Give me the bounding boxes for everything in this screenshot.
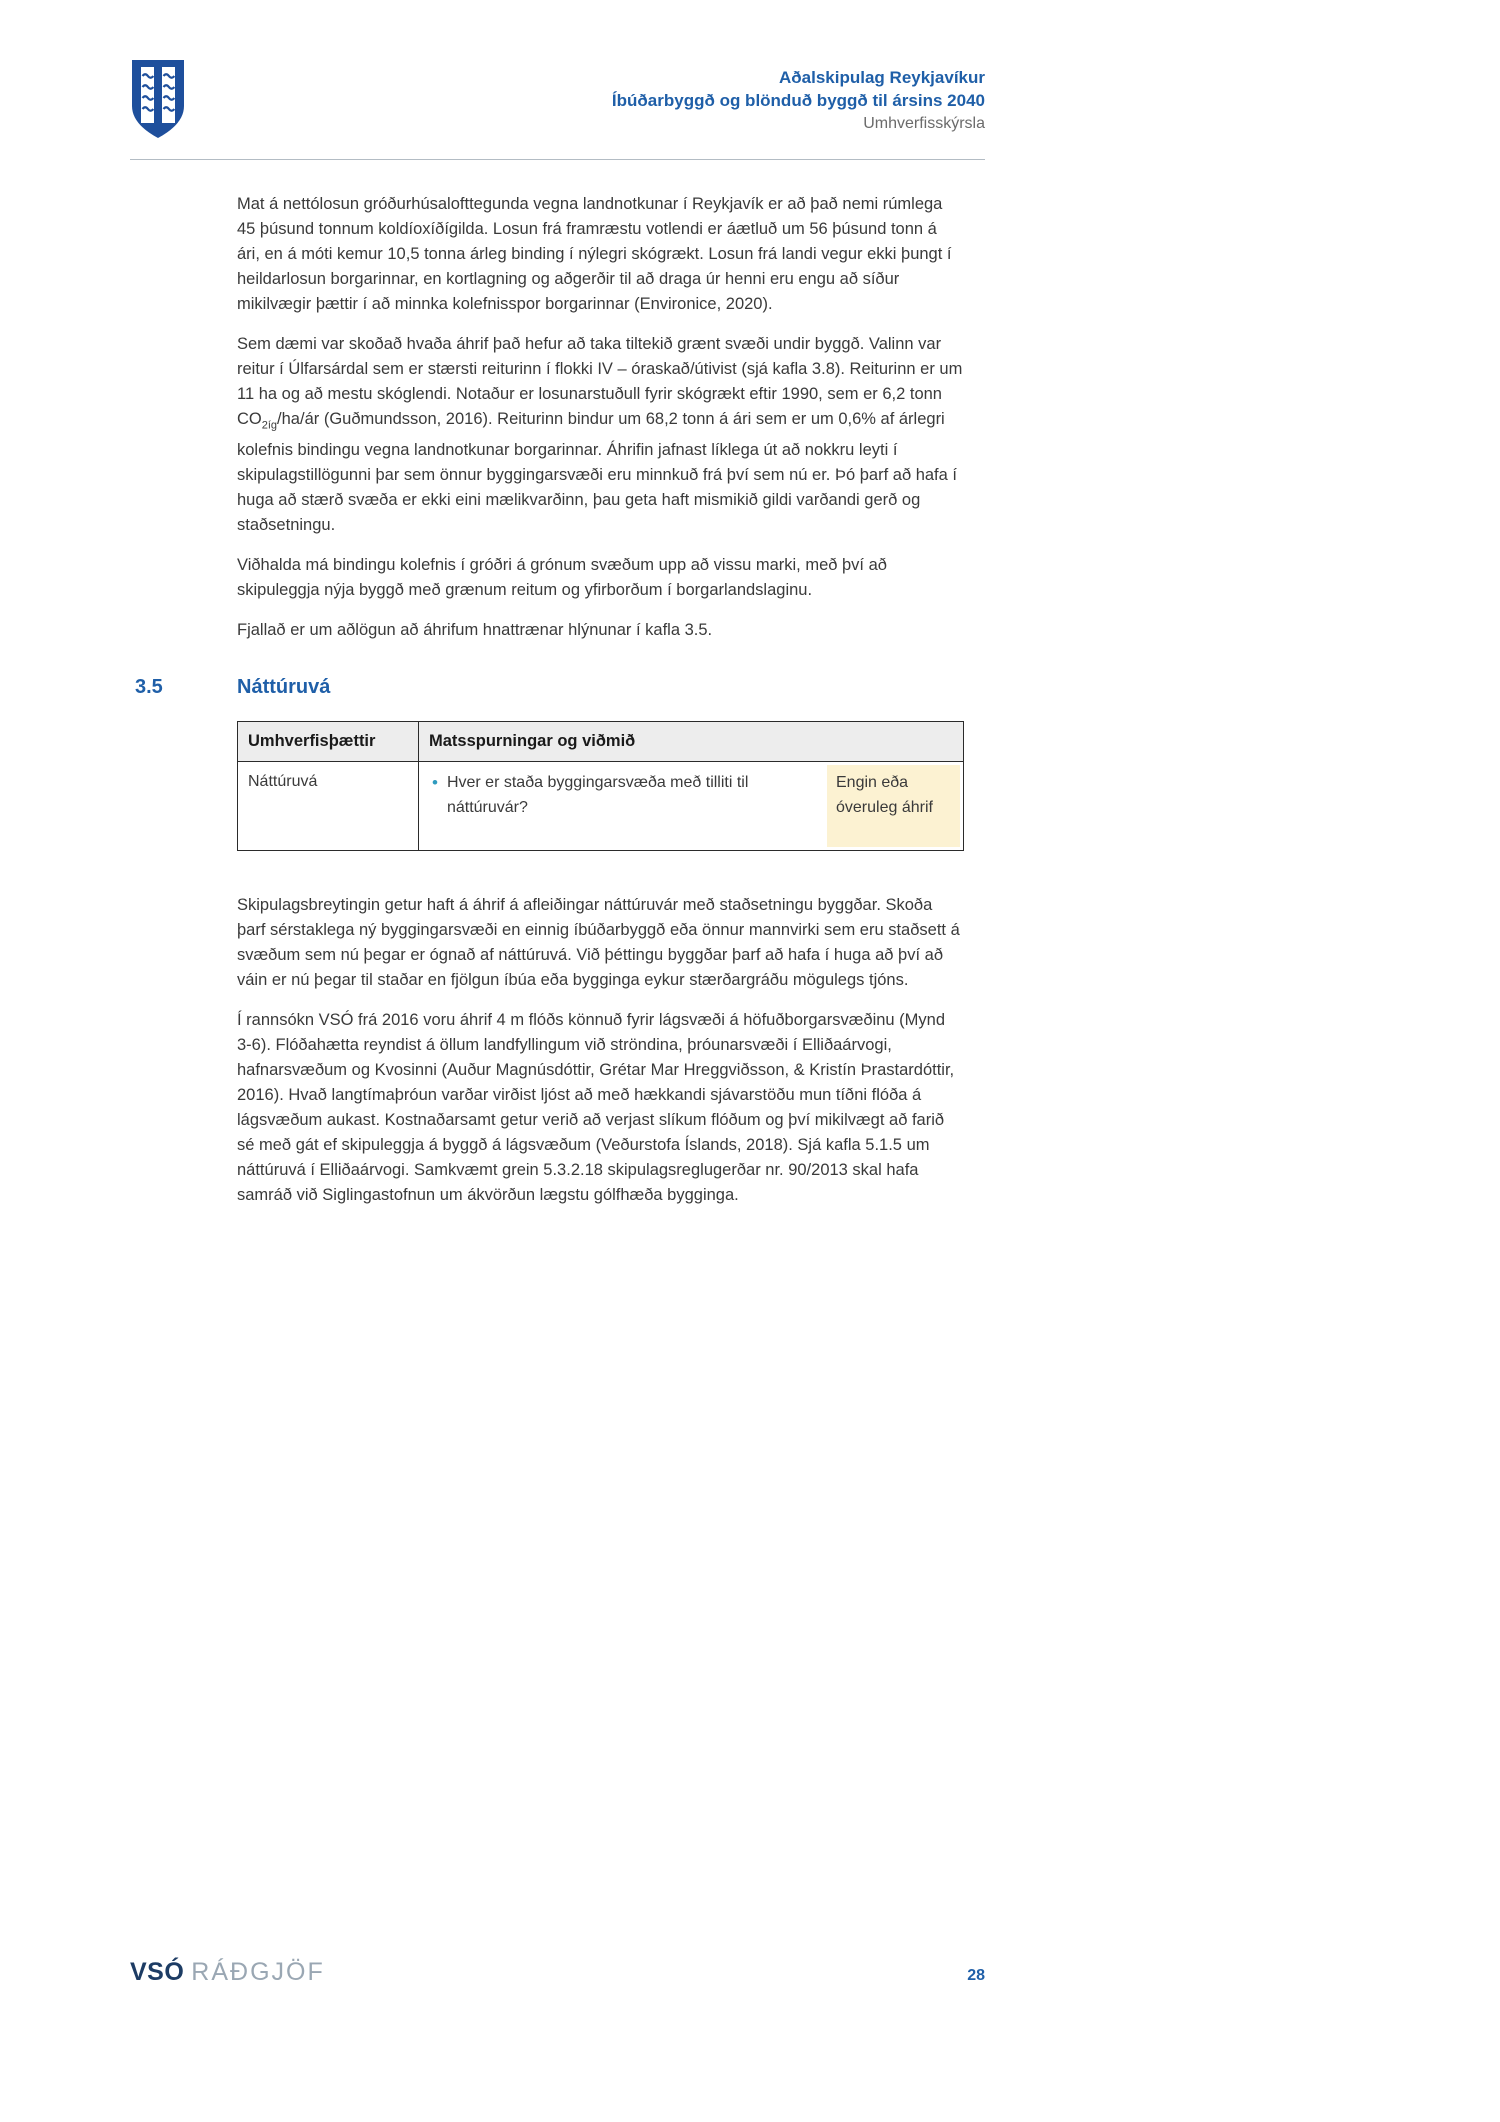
- header-title-line-1: Aðalskipulag Reykjavíkur: [779, 68, 985, 87]
- question-text: Hver er staða byggingarsvæða með tilliti til náttúruvár?: [446, 774, 749, 817]
- table-row: [238, 762, 964, 851]
- body-paragraph-3: Viðhalda má bindingu kolefnis í gróðri á grónum svæðum upp að vissu marki, með því að skipuleggja nýja byggð með grænum reitum og yfirborðum í borgarlandslaginu.: [237, 556, 887, 600]
- question-row: [422, 765, 960, 847]
- page-number: 28: [967, 1967, 985, 1984]
- header-subtitle: Umhverfisskýrsla: [863, 115, 985, 132]
- rating-badge: Engin eða óveruleg áhrif: [827, 765, 960, 847]
- document-header: [485, 66, 985, 135]
- paragraph-2-text: Sem dæmi var skoðað hvaða áhrif það hefur að taka tiltekið grænt svæði undir byggð. Valinn var reitur í Úlfarsárdal sem er stærsti reiturinn í flokki IV – óraskað/útivist (sjá kafla 3.8). Reiturinn er um 11 ha og að mestu skóglendi. Notaður er losunarstuðull fyrir skógrækt eftir 1990, sem er 6,2 tonn CO: [237, 335, 963, 428]
- vso-radgjof-logo: [130, 1958, 325, 1987]
- brand-secondary-text: RÁÐGJÖF: [191, 1958, 325, 1986]
- header-title-line-2: Íbúðarbyggð og blönduð byggð til ársins 2040: [611, 91, 985, 110]
- question-cell: [419, 762, 964, 851]
- environmental-assessment-table: [237, 721, 964, 851]
- section-number: 3.5: [135, 676, 163, 699]
- table-header-factor: Umhverfisþættir: [238, 722, 419, 762]
- co2-subscript: 2íg: [261, 419, 278, 432]
- table-header-questions: Matsspurningar og viðmið: [419, 722, 964, 762]
- body-paragraph-2: [237, 332, 964, 538]
- body-paragraph-5: Skipulagsbreytingin getur haft á áhrif á afleiðingar náttúruvár með staðsetningu byggðar. Skoða þarf sérstaklega ný byggingarsvæði en einnig íbúðarbyggð eða önnur mannvirki sem eru staðsett á svæðum sem nú þegar er ógnað af náttúruvá. Við þéttingu byggðar þarf að hafa í huga að því að váin er nú þegar til staðar en fjölgun íbúa eða bygginga eykur stærðargráðu mögulegs tjóns.: [237, 896, 960, 990]
- paragraph-2-text-cont: /ha/ár (Guðmundsson, 2016). Reiturinn bindur um 68,2 tonn á ári sem er um 0,6% af árlegri kolefnis bindingu vegna landnotkunar borgarinnar. Áhrifin jafnast líklega út að nokkru leyti í skipulagstillögunni þar sem önnur byggingarsvæði eru minnkuð frá því sem nú er. Þó þarf að hafa í huga að stærð svæða er ekki eini mælikvarðinn, þau geta haft mismikið gildi varðandi gerð og staðsetningu.: [237, 410, 957, 535]
- section-title: Náttúruvá: [237, 676, 331, 699]
- body-paragraph-6: Í rannsókn VSÓ frá 2016 voru áhrif 4 m flóðs könnuð fyrir lágsvæði á höfuðborgarsvæðinu (Mynd 3-6). Flóðahætta reyndist á öllum landfyllingum við ströndina, þróunarsvæði í Elliðaárvogi, hafnarsvæðum og Kvosinni (Auður Magnúsdóttir, Grétar Mar Hreggviðsson, & Kristín Þrastardóttir, 2016). Hvað langtímaþróun varðar virðist ljóst að með hækkandi sjávarstöðu mun tíðni flóða á lágsvæðum aukast. Kostnaðarsamt getur verið að verjast slíkum flóðum og því mikilvægt að farið sé með gát ef skipuleggja á byggð á lágsvæðum (Veðurstofa Íslands, 2018). Sjá kafla 5.1.5 um náttúruvá í Elliðaárvogi. Samkvæmt grein 5.3.2.18 skipulagsreglugerðar nr. 90/2013 skal hafa samráð við Siglingastofnun um ákvörðun lægstu gólfhæða bygginga.: [237, 1011, 955, 1205]
- page-content: [135, 192, 964, 1223]
- section-heading: [135, 675, 964, 703]
- factor-cell: Náttúruvá: [238, 762, 419, 851]
- brand-primary-text: VSÓ: [130, 1958, 185, 1986]
- bullet-icon: •: [432, 773, 438, 793]
- body-paragraph-4: Fjallað er um aðlögun að áhrifum hnattrænar hlýnunar í kafla 3.5.: [237, 621, 713, 640]
- page-footer: [130, 1958, 985, 1987]
- table-header-row: [238, 722, 964, 762]
- header-divider: [130, 159, 985, 160]
- question-item: [422, 765, 827, 847]
- reykjavik-coat-of-arms-icon: [130, 58, 186, 145]
- body-paragraph-1: Mat á nettólosun gróðurhúsalofttegunda vegna landnotkunar í Reykjavík er að það nemi rúmlega 45 þúsund tonnum koldíoxíðígilda. Losun frá framræstu votlendi er áætluð um 56 þúsund tonn á ári, en á móti kemur 10,5 tonna árleg binding í nýlegri skógrækt. Losun frá landi vegur ekki þungt í heildarlosun borgarinnar, en kortlagning og aðgerðir til að draga úr henni eru engu að síður mikilvægir þættir í að minnka kolefnisspor borgarinnar (Environice, 2020).: [237, 195, 952, 313]
